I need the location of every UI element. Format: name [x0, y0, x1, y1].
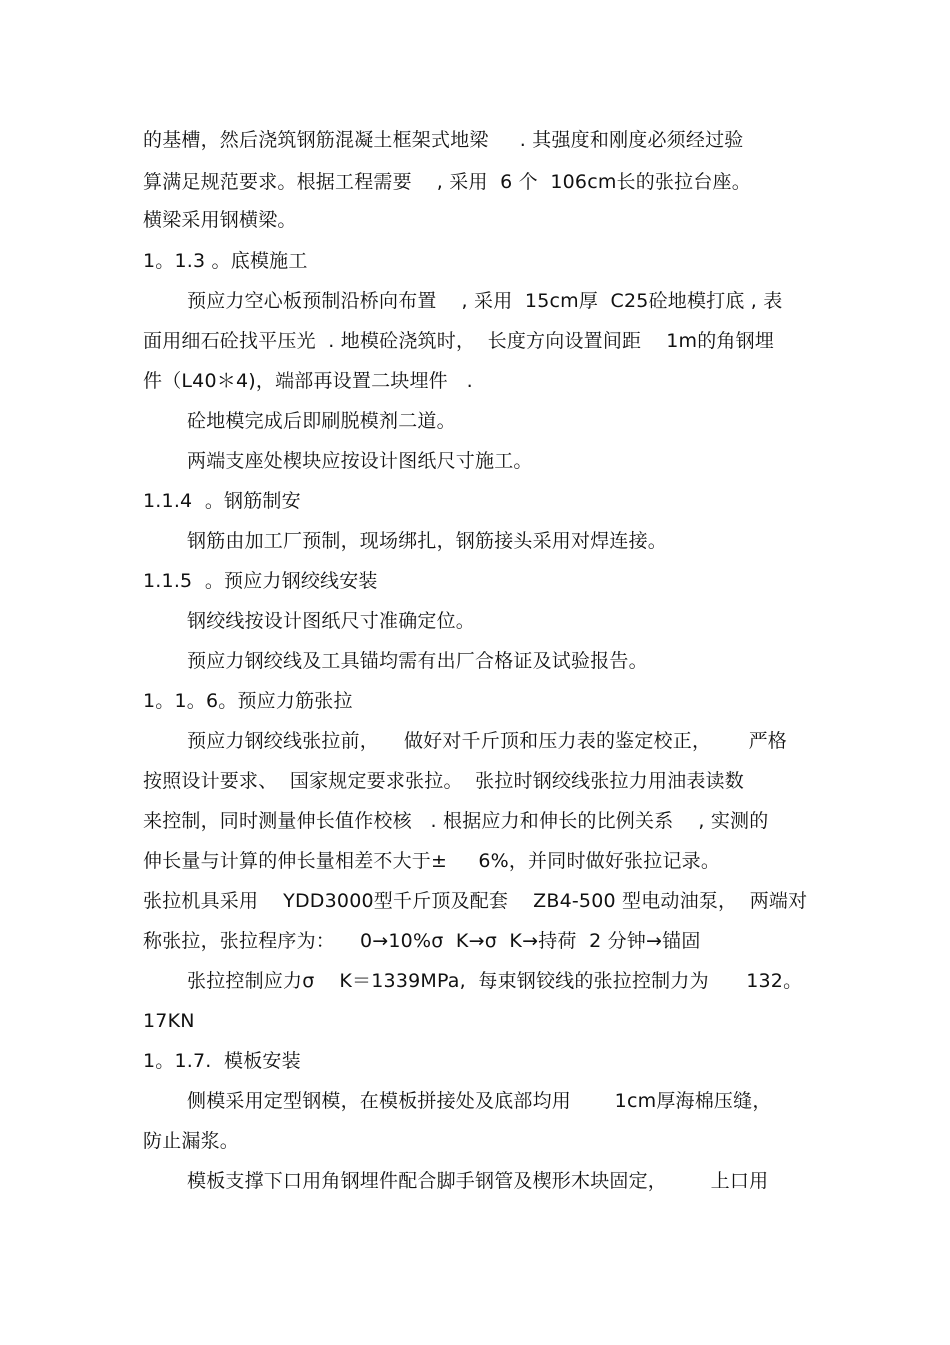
- paragraph-line: 17KN: [143, 1010, 195, 1032]
- paragraph-line: 的基槽，然后浇筑钢筋混凝土框架式地梁 . 其强度和刚度必须经过验: [143, 129, 744, 151]
- section-heading: 1.1.4 。钢筋制安: [143, 490, 301, 512]
- paragraph-line: 张拉机具采用 YDD3000型千斤顶及配套 ZB4-500 型电动油泵， 两端对: [143, 890, 808, 912]
- section-heading: 1.1.5 。预应力钢绞线安装: [143, 570, 378, 592]
- paragraph-line: 来控制，同时测量伸长值作校核 . 根据应力和伸长的比例关系 , 实测的: [143, 810, 769, 832]
- paragraph-line: 张拉控制应力σ K＝1339MPa, 每束钢铰线的张拉控制力为 132。: [187, 970, 803, 992]
- paragraph-line: 算满足规范要求。根据工程需要 , 采用 6 个 106cm长的张拉台座。: [143, 171, 751, 193]
- section-heading: 1。1.7. 模板安装: [143, 1050, 301, 1072]
- paragraph-line: 防止漏浆。: [143, 1130, 240, 1152]
- paragraph-line: 称张拉，张拉程序为： 0→10%σ K→σ K→持荷 2 分钟→锚固: [143, 930, 701, 952]
- paragraph-line: 模板支撑下口用角钢埋件配合脚手钢管及楔形木块固定， 上口用: [187, 1170, 769, 1192]
- paragraph-line: 侧模采用定型钢模，在模板拼接处及底部均用 1cm厚海棉压缝，: [187, 1090, 772, 1112]
- section-heading: 1。1。6。预应力筋张拉: [143, 690, 353, 712]
- paragraph-line: 伸长量与计算的伸长量相差不大于± 6%，并同时做好张拉记录。: [143, 850, 721, 872]
- paragraph-line: 按照设计要求、 国家规定要求张拉。 张拉时钢绞线张拉力用油表读数: [143, 770, 744, 792]
- paragraph-line: 横梁采用钢横梁。: [143, 209, 297, 231]
- paragraph-line: 砼地模完成后即刷脱模剂二道。: [187, 410, 456, 432]
- paragraph-line: 面用细石砼找平压光 . 地模砼浇筑时， 长度方向设置间距 1m的角钢埋: [143, 330, 774, 352]
- paragraph-line: 件（L40＊4)，端部再设置二块埋件 .: [143, 370, 473, 392]
- section-heading: 1。1.3 。底模施工: [143, 250, 308, 272]
- paragraph-line: 预应力钢绞线张拉前， 做好对千斤顶和压力表的鉴定校正， 严格: [187, 730, 787, 752]
- paragraph-line: 两端支座处楔块应按设计图纸尺寸施工。: [187, 450, 533, 472]
- paragraph-line: 预应力钢绞线及工具锚均需有出厂合格证及试验报告。: [187, 650, 648, 672]
- paragraph-line: 钢绞线按设计图纸尺寸准确定位。: [187, 610, 476, 632]
- paragraph-line: 钢筋由加工厂预制，现场绑扎，钢筋接头采用对焊连接。: [187, 530, 668, 552]
- paragraph-line: 预应力空心板预制沿桥向布置 , 采用 15cm厚 C25砼地模打底 , 表: [187, 290, 783, 312]
